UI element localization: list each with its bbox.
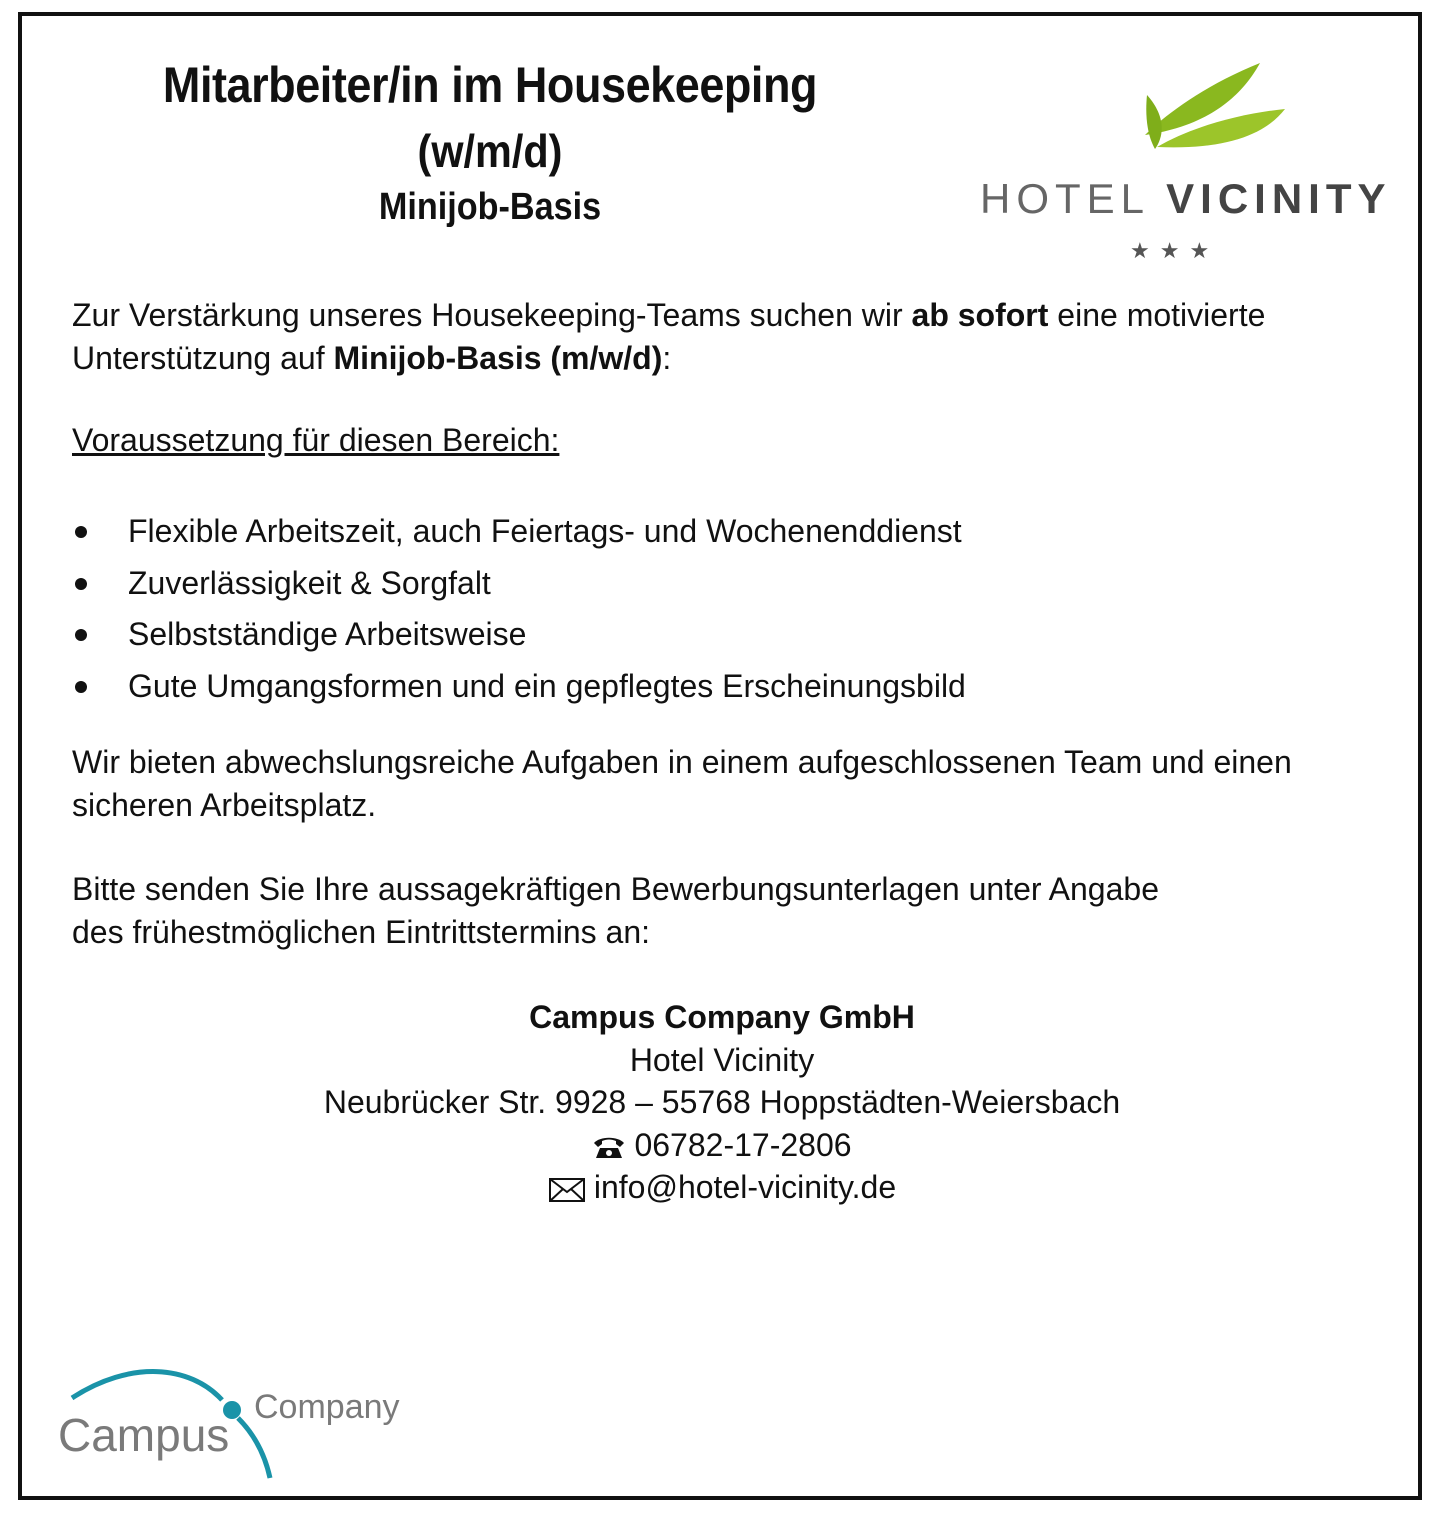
phone-number: 06782-17-2806 <box>634 1126 852 1163</box>
hotel-stars: ★★★ <box>1130 238 1220 263</box>
requirements-heading: Voraussetzung für diesen Bereich: <box>72 422 560 458</box>
campus-company-logo <box>50 1360 430 1490</box>
hotel-name-wordmark: HOTEL VICINITY <box>980 175 1392 222</box>
address: Neubrücker Str. 9928 – 55768 Hoppstädten-Weiersbach <box>323 1084 1121 1120</box>
list-item: Selbstständige Arbeitsweise <box>72 609 966 661</box>
list-item: Zuverlässigkeit & Sorgfalt <box>72 558 966 610</box>
offer-paragraph: Wir bieten abwechslungsreiche Aufgaben in einem aufgeschlossenen Team und einen sicheren Arbeitsplatz. <box>72 744 1292 823</box>
list-item: Flexible Arbeitszeit, auch Feiertags- und Wochenenddienst <box>72 506 966 558</box>
job-gender-note: (w/m/d) <box>417 125 563 177</box>
job-basis: Minijob-Basis <box>378 186 602 228</box>
phone-icon <box>592 1134 626 1160</box>
phone-line <box>222 1124 1222 1167</box>
leaf-icon <box>1135 55 1295 155</box>
campus-wordmark: Campus <box>58 1409 230 1461</box>
apply-paragraph: Bitte senden Sie Ihre aussagekräftigen Bewerbungsunterlagen unter Angabe des frühestmöglichen Eintrittstermins an: <box>72 871 1159 950</box>
contact-block <box>222 996 1222 1209</box>
hotel-vicinity-logo <box>960 55 1390 275</box>
requirements-list <box>72 506 966 712</box>
hotel-name: Hotel Vicinity <box>629 1041 815 1078</box>
intro-paragraph: Zur Verstärkung unseres Housekeeping-Teams suchen wir ab sofort eine motivierte Unterstützung auf Minijob-Basis (m/w/d): <box>72 297 1266 376</box>
company-name: Campus Company GmbH <box>529 999 915 1035</box>
email-line <box>222 1166 1222 1209</box>
job-title: Mitarbeiter/in im Housekeeping <box>162 57 818 113</box>
company-wordmark: Company <box>254 1388 400 1426</box>
list-item: Gute Umgangsformen und ein gepflegtes Erscheinungsbild <box>72 661 966 713</box>
envelope-icon <box>548 1176 586 1204</box>
email-address[interactable]: info@hotel-vicinity.de <box>593 1169 897 1205</box>
